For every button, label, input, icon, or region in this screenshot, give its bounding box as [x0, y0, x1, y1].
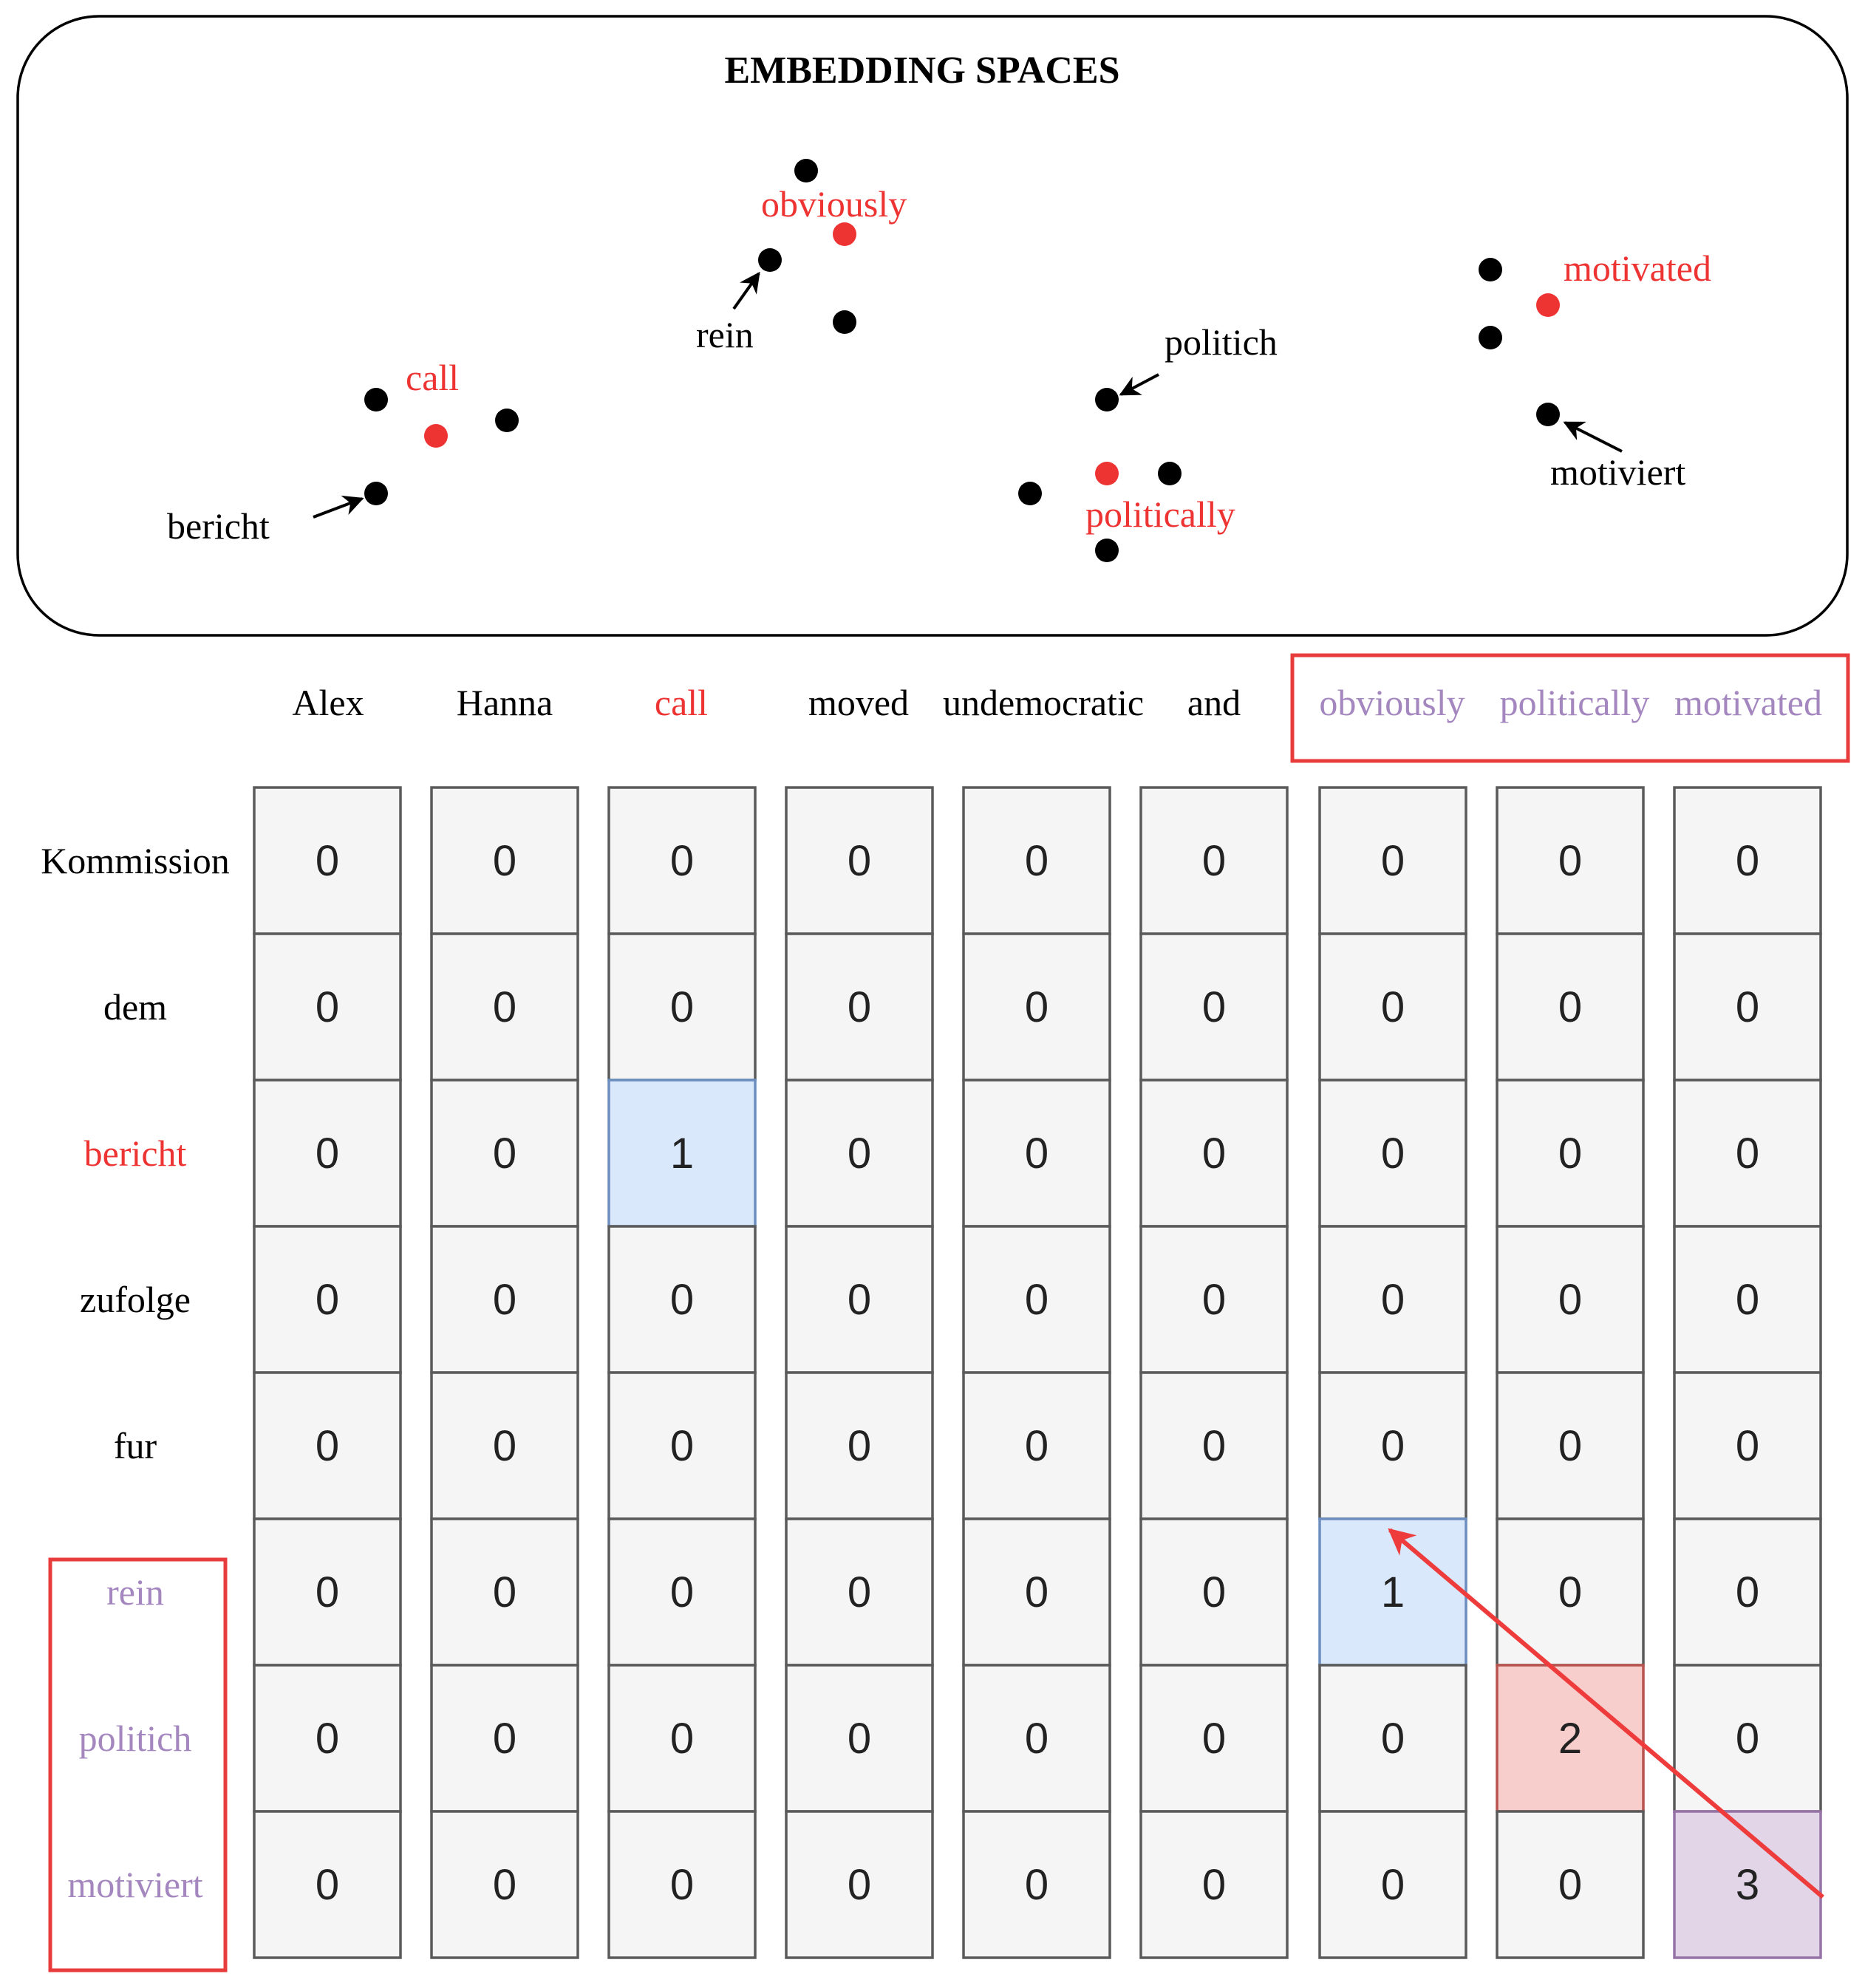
- cell-value: 0: [1380, 1422, 1405, 1470]
- cell-value: 0: [847, 1130, 872, 1178]
- cell-value: 0: [492, 837, 517, 885]
- cell-value: 0: [1558, 837, 1583, 885]
- cell-value: 0: [847, 1276, 872, 1324]
- cell-value: 0: [1201, 1715, 1227, 1763]
- cell-value: 3: [1735, 1861, 1760, 1909]
- cell-value: 0: [1380, 1861, 1405, 1909]
- cell-value: 1: [1380, 1568, 1405, 1616]
- row-header: dem: [103, 986, 168, 1028]
- cell-value: 0: [1024, 1276, 1049, 1324]
- column-header: Alex: [292, 682, 364, 723]
- row-header: zufolge: [80, 1279, 191, 1320]
- cell-value: 1: [669, 1130, 695, 1178]
- embedding-point-highlight: [424, 424, 448, 448]
- cell-value: 0: [1201, 1276, 1227, 1324]
- embedding-point: [1095, 388, 1119, 411]
- cell-value: 0: [1380, 1130, 1405, 1178]
- cell-value: 0: [847, 1422, 872, 1470]
- column-header: Hanna: [456, 682, 553, 723]
- cell-value: 0: [669, 1422, 695, 1470]
- point-label-call: call: [406, 357, 460, 398]
- cell-value: 0: [1558, 1130, 1583, 1178]
- cell-value: 0: [1380, 1276, 1405, 1324]
- cell-value: 0: [315, 1715, 340, 1763]
- cell-value: 0: [1024, 1568, 1049, 1616]
- cell-value: 0: [1201, 1422, 1227, 1470]
- embedding-point-highlight: [833, 222, 856, 246]
- column-header: call: [654, 682, 709, 723]
- cell-value: 0: [1024, 983, 1049, 1031]
- matrix-cells: [254, 788, 1821, 1958]
- embedding-point: [1018, 482, 1042, 505]
- cell-value: 0: [669, 983, 695, 1031]
- point-label-bericht: bericht: [167, 505, 270, 547]
- embedding-point: [1479, 258, 1502, 281]
- row-header: rein: [106, 1571, 164, 1613]
- point-label-politically: politically: [1085, 493, 1235, 535]
- cell-value: 0: [669, 1715, 695, 1763]
- point-label-motivated: motivated: [1564, 247, 1711, 289]
- cell-value: 0: [1558, 1568, 1583, 1616]
- cell-value: 0: [1735, 983, 1760, 1031]
- cell-value: 0: [1558, 983, 1583, 1031]
- point-label-politich: politich: [1165, 321, 1278, 363]
- embedding-point: [364, 388, 388, 411]
- embedding-spaces-frame: [18, 16, 1847, 635]
- cell-value: 0: [492, 1568, 517, 1616]
- point-label-rein: rein: [696, 314, 754, 355]
- cell-value: 0: [315, 837, 340, 885]
- cell-value: 0: [492, 1861, 517, 1909]
- cell-value: 0: [847, 837, 872, 885]
- embedding-point: [1479, 326, 1502, 349]
- row-header: motiviert: [67, 1864, 203, 1905]
- cell-value: 0: [1201, 1861, 1227, 1909]
- cell-value: 0: [1735, 1568, 1760, 1616]
- cell-value: 0: [1024, 1715, 1049, 1763]
- cell-value: 0: [1201, 837, 1227, 885]
- embedding-point: [1536, 403, 1560, 426]
- cell-value: 0: [1735, 1276, 1760, 1324]
- cell-value: 0: [315, 1568, 340, 1616]
- cell-value: 0: [669, 1861, 695, 1909]
- column-header: politically: [1499, 682, 1650, 723]
- cell-value: 0: [1024, 837, 1049, 885]
- cell-value: 0: [1380, 983, 1405, 1031]
- column-header: undemocratic: [942, 682, 1145, 723]
- cell-value: 0: [492, 983, 517, 1031]
- point-label-obviously: obviously: [761, 183, 907, 225]
- cell-value: 0: [315, 1276, 340, 1324]
- cell-value: 0: [315, 1130, 340, 1178]
- cell-value: 0: [1201, 1130, 1227, 1178]
- row-header: fur: [113, 1425, 157, 1466]
- column-header: and: [1187, 682, 1241, 723]
- cell-value: 0: [669, 837, 695, 885]
- cell-value: 0: [1201, 1568, 1227, 1616]
- column-header: obviously: [1319, 682, 1465, 723]
- embedding-point: [758, 248, 782, 272]
- cell-value: 0: [315, 1861, 340, 1909]
- column-headers: [292, 682, 1822, 723]
- column-header: motivated: [1674, 682, 1822, 723]
- embedding-point-highlight: [1095, 462, 1119, 485]
- embedding-point: [833, 310, 856, 334]
- row-header: politich: [78, 1718, 192, 1759]
- cell-value: 0: [492, 1422, 517, 1470]
- cell-value: 0: [492, 1130, 517, 1178]
- point-label-motiviert: motiviert: [1550, 451, 1686, 493]
- cell-value: 0: [1024, 1130, 1049, 1178]
- cell-value: 0: [315, 983, 340, 1031]
- cell-value: 0: [1024, 1861, 1049, 1909]
- cell-value: 0: [1024, 1422, 1049, 1470]
- cell-value: 0: [1735, 1130, 1760, 1178]
- cell-value: 0: [847, 1861, 872, 1909]
- cell-value: 0: [1380, 837, 1405, 885]
- cell-value: 0: [1558, 1861, 1583, 1909]
- embedding-point: [1158, 462, 1182, 485]
- cell-value: 0: [1558, 1422, 1583, 1470]
- cell-value: 0: [315, 1422, 340, 1470]
- cell-value: 0: [1558, 1276, 1583, 1324]
- row-headers: [41, 840, 230, 1905]
- cell-value: 0: [847, 983, 872, 1031]
- embedding-spaces-title: EMBEDDING SPACES: [724, 49, 1120, 92]
- embedding-point: [495, 409, 519, 432]
- cell-value: 0: [669, 1568, 695, 1616]
- row-header: Kommission: [41, 840, 230, 881]
- cell-value: 2: [1558, 1715, 1583, 1763]
- cell-value: 0: [847, 1568, 872, 1616]
- cell-value: 0: [1380, 1715, 1405, 1763]
- phrase-frame-rows: [50, 1560, 225, 1970]
- cell-value: 0: [1735, 1422, 1760, 1470]
- row-header: bericht: [83, 1133, 187, 1174]
- embedding-point: [794, 159, 818, 182]
- embedding-point-highlight: [1536, 293, 1560, 317]
- column-header: moved: [808, 682, 910, 723]
- cell-value: 0: [1735, 1715, 1760, 1763]
- cell-value: 0: [669, 1276, 695, 1324]
- cell-value: 0: [1735, 837, 1760, 885]
- cell-value: 0: [1201, 983, 1227, 1031]
- alignment-matrix: [41, 655, 1848, 1970]
- cell-value: 0: [847, 1715, 872, 1763]
- cell-value: 0: [492, 1715, 517, 1763]
- embedding-point: [1095, 539, 1119, 562]
- embedding-point: [364, 482, 388, 505]
- cell-value: 0: [492, 1276, 517, 1324]
- embedding-spaces-panel: [18, 16, 1847, 635]
